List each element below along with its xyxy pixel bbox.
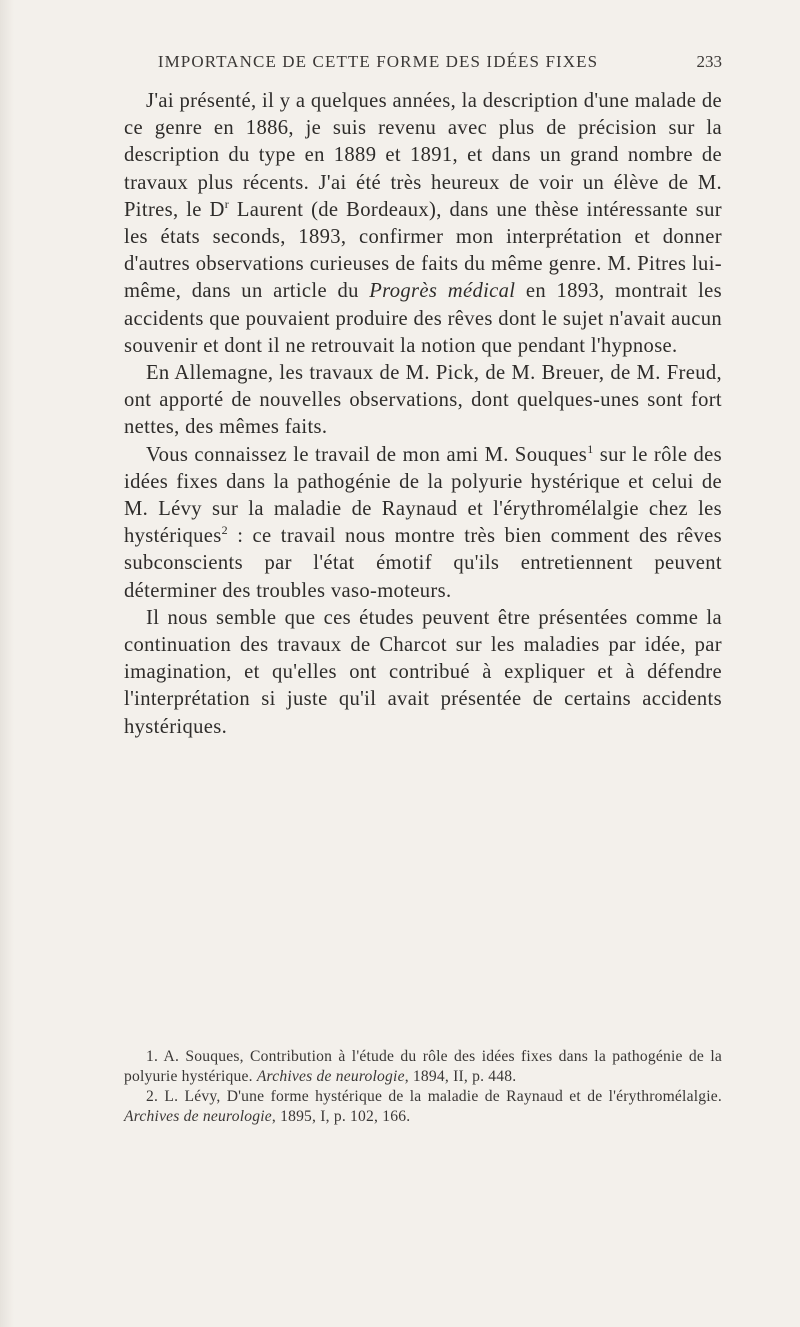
footnote-ref-2: 2 bbox=[221, 523, 229, 538]
page-header bbox=[124, 52, 722, 82]
paragraph-1-text-end: en 1893, montrait les accidents que pouvaient produire des rêves dont le sujet n'avait aucun souvenir et dont il ne retrouvait la notion que pendant l'hypnose. bbox=[124, 280, 722, 357]
paragraph-1-text: J'ai présenté, il y a quelques années, la description d'une malade de ce genre en 1886, je suis revenu avec plus de précision sur la description du type en 1889 et 1891, et dans un grand nombre de travaux plus récents. J'ai été très heureux de voir un élève de M. Pitres, le D bbox=[124, 90, 722, 221]
footnotes bbox=[124, 1047, 722, 1127]
journal-title-progres-medical: Progrès médical bbox=[369, 280, 516, 303]
footnote-2-journal: Archives de neurologie bbox=[124, 1108, 272, 1125]
running-title: IMPORTANCE DE CETTE FORME DES IDÉES FIXES bbox=[157, 52, 599, 71]
footnote-2-text: 2. L. Lévy, D'une forme hystérique de la maladie de Raynaud et de l'érythromélalgie. bbox=[146, 1088, 722, 1105]
footnote-1-ref: , 1894, II, p. 448. bbox=[404, 1068, 517, 1085]
footnote-1 bbox=[124, 1047, 722, 1087]
paragraph-3-text-cont: sur le rôle des idées fixes dans la pathogénie de la polyurie hystérique et celui de M. Lévy sur la maladie de Raynaud et l'érythromélalgie chez les hystériques bbox=[124, 443, 722, 548]
footnote-2-ref: , 1895, I, p. 102, 166. bbox=[271, 1108, 411, 1125]
paragraph-3-text-end: : ce travail nous montre très bien comment des rêves subconscients par l'état émotif qu'ils entretiennent peuvent déterminer des troubles vaso-moteurs. bbox=[124, 525, 722, 602]
paragraph-2: En Allemagne, les travaux de M. Pick, de M. Breuer, de M. Freud, ont apporté de nouvelles observations, dont quelques-unes sont fort nettes, des mêmes faits. bbox=[124, 362, 722, 439]
page-gutter-shadow bbox=[0, 0, 14, 1327]
footnote-1-journal: Archives de neurologie bbox=[256, 1068, 405, 1085]
footnote-1-text: 1. A. Souques, Contribution à l'étude du rôle des idées fixes dans la pathogénie de la polyurie hystérique. bbox=[124, 1048, 722, 1085]
paragraph-3 bbox=[124, 442, 722, 605]
main-text bbox=[124, 88, 722, 741]
footnote-ref-1: 1 bbox=[587, 441, 594, 456]
paragraph-4: Il nous semble que ces études peuvent être présentées comme la continuation des travaux de Charcot sur les maladies par idée, par imagination, et qu'elles ont contribué à expliquer et à défendre l'interprétation si juste qu'il avait présentée de certains accidents hystériques. bbox=[124, 606, 722, 738]
paragraph-3-text: Vous connaissez le travail de mon ami M. Souques bbox=[146, 443, 588, 466]
superscript-r: r bbox=[224, 196, 230, 211]
footnote-2 bbox=[124, 1087, 722, 1127]
paragraph-1-text-cont: Laurent (de Bordeaux), dans une thèse intéressante sur les états seconds, 1893, confirmer mon interprétation et donner d'autres observations curieuses de faits du même genre. M. Pitres lui-même, dans un article du bbox=[124, 198, 722, 303]
page-number: 233 bbox=[696, 52, 722, 71]
paragraph-1 bbox=[124, 88, 722, 360]
